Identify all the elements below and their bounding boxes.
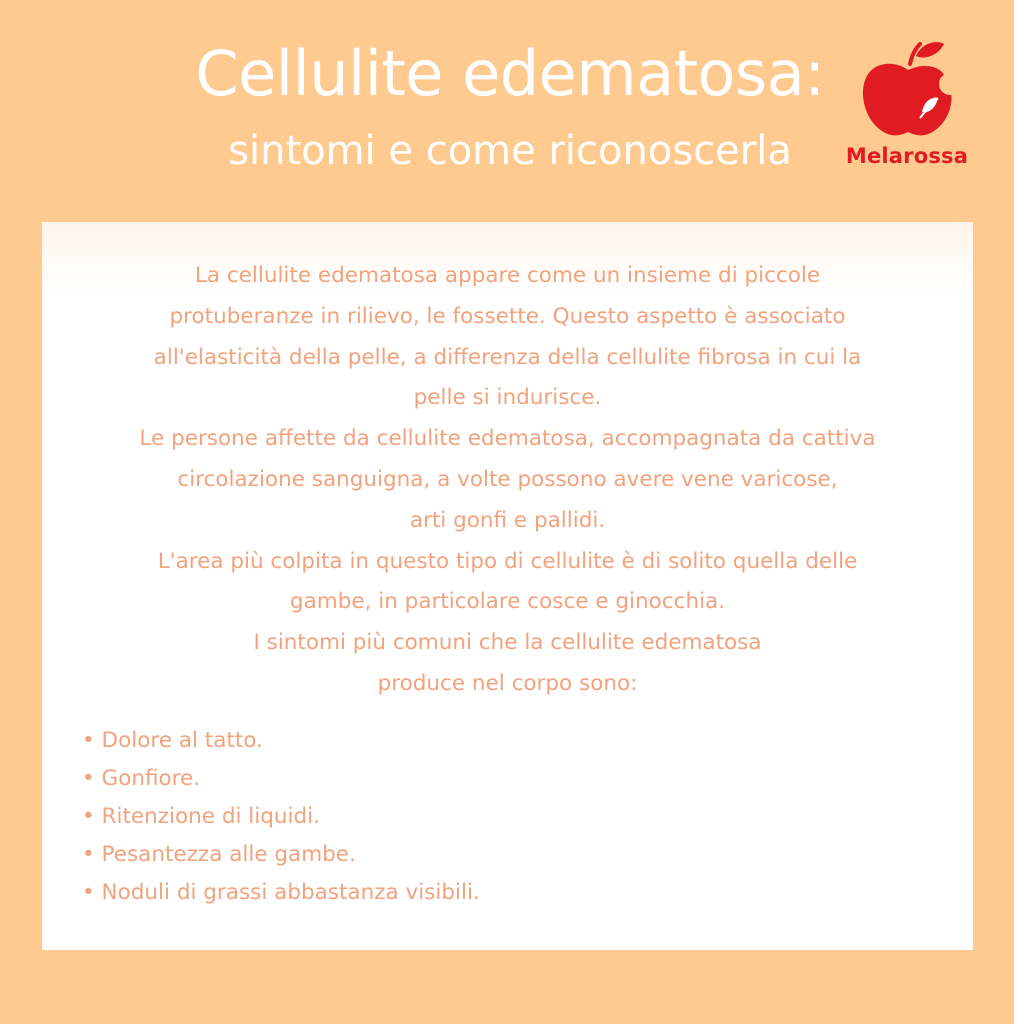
text-line: I sintomi più comuni che la cellulite edematosa: [253, 630, 762, 656]
text-line: circolazione sanguigna, a volte possono avere vene varicose,: [177, 466, 838, 492]
page-title: Cellulite edematosa:: [195, 37, 825, 110]
text-line: La cellulite edematosa appare come un insieme di piccole: [194, 263, 821, 288]
text-line: protuberanze in rilievo, le fossette. Questo aspetto è associato: [169, 303, 846, 329]
list-item: • Gonfiore.: [82, 760, 942, 798]
brand-name: Melarossa: [845, 144, 969, 168]
text-line: L'area più colpita in questo tipo di cellulite è di solito quella delle: [157, 548, 858, 574]
list-item: • Ritenzione di liquidi.: [82, 798, 942, 836]
text-line: produce nel corpo sono:: [377, 670, 638, 696]
text-line: pelle si indurisce.: [413, 385, 602, 411]
apple-icon: [858, 38, 958, 142]
text-line: gambe, in particolare cosce e ginocchia.: [289, 589, 726, 615]
list-item: • Dolore al tatto.: [82, 722, 942, 760]
text-line: arti gonfi e pallidi.: [409, 507, 606, 533]
description-text: [52, 256, 963, 705]
text-line: Le persone affette da cellulite edematosa, accompagnata da cattiva: [139, 426, 876, 452]
content-card: [42, 222, 973, 950]
text-line: all'elasticità della pelle, a differenza della cellulite fibrosa in cui la: [153, 344, 862, 370]
list-item: • Pesantezza alle gambe.: [82, 836, 942, 874]
list-item: • Noduli di grassi abbastanza visibili.: [82, 874, 942, 912]
symptoms-list: [82, 722, 942, 912]
page-subtitle: sintomi e come riconoscerla: [228, 128, 792, 174]
brand-logo[interactable]: [828, 34, 978, 184]
